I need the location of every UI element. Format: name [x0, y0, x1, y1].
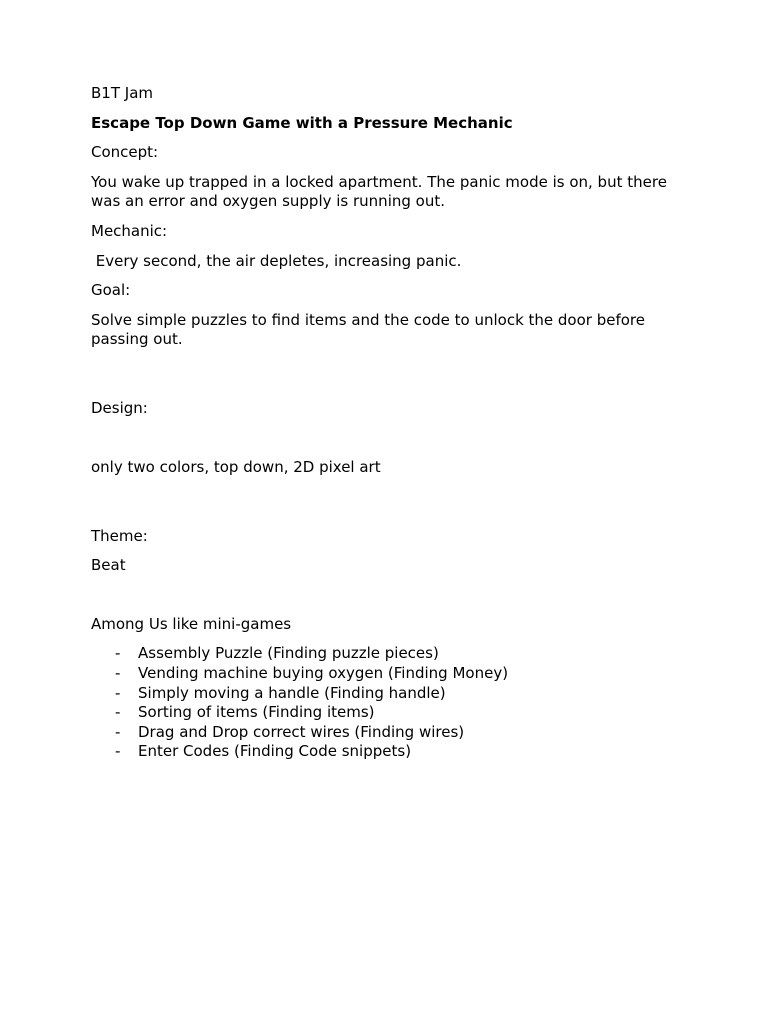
minigames-label: Among Us like mini-games	[91, 614, 292, 633]
list-item-text: Simply moving a handle (Finding handle)	[138, 683, 446, 702]
blank-line	[91, 586, 691, 615]
minigames-list	[91, 644, 691, 762]
mechanic-text: Every second, the air depletes, increasing panic.	[91, 251, 462, 270]
bullet-dash: -	[115, 703, 121, 722]
design-text: only two colors, top down, 2D pixel art	[91, 457, 381, 476]
list-item	[91, 703, 691, 723]
theme-label: Theme:	[91, 526, 148, 545]
concept-label: Concept:	[91, 143, 159, 162]
list-item-text: Drag and Drop correct wires (Finding wires)	[138, 722, 465, 741]
bullet-dash: -	[115, 664, 121, 683]
list-item-text: Assembly Puzzle (Finding puzzle pieces)	[138, 644, 439, 663]
bullet-dash: -	[115, 722, 121, 741]
design-section	[91, 360, 691, 517]
theme-text: Beat	[91, 556, 126, 575]
list-item	[91, 742, 691, 762]
bullet-dash: -	[115, 742, 121, 761]
goal-text: Solve simple puzzles to find items and the code to unlock the door before passing out.	[91, 310, 650, 349]
list-item	[91, 664, 691, 684]
list-item	[91, 684, 691, 704]
list-item-text: Sorting of items (Finding items)	[138, 703, 375, 722]
concept-text: You wake up trapped in a locked apartment. The panic mode is on, but there was an error and oxygen supply is running out.	[91, 172, 672, 211]
mechanic-label: Mechanic:	[91, 221, 168, 240]
goal-label: Goal:	[91, 281, 131, 300]
document-header: B1T Jam	[91, 84, 153, 102]
document-title: Escape Top Down Game with a Pressure Mechanic	[91, 113, 513, 132]
list-item	[91, 723, 691, 743]
document-page	[91, 84, 691, 762]
bullet-dash: -	[115, 683, 121, 702]
bullet-dash: -	[115, 644, 121, 663]
list-item	[91, 644, 691, 664]
design-label: Design:	[91, 399, 148, 418]
list-item-text: Enter Codes (Finding Code snippets)	[138, 742, 412, 761]
list-item-text: Vending machine buying oxygen (Finding Money)	[138, 664, 509, 683]
